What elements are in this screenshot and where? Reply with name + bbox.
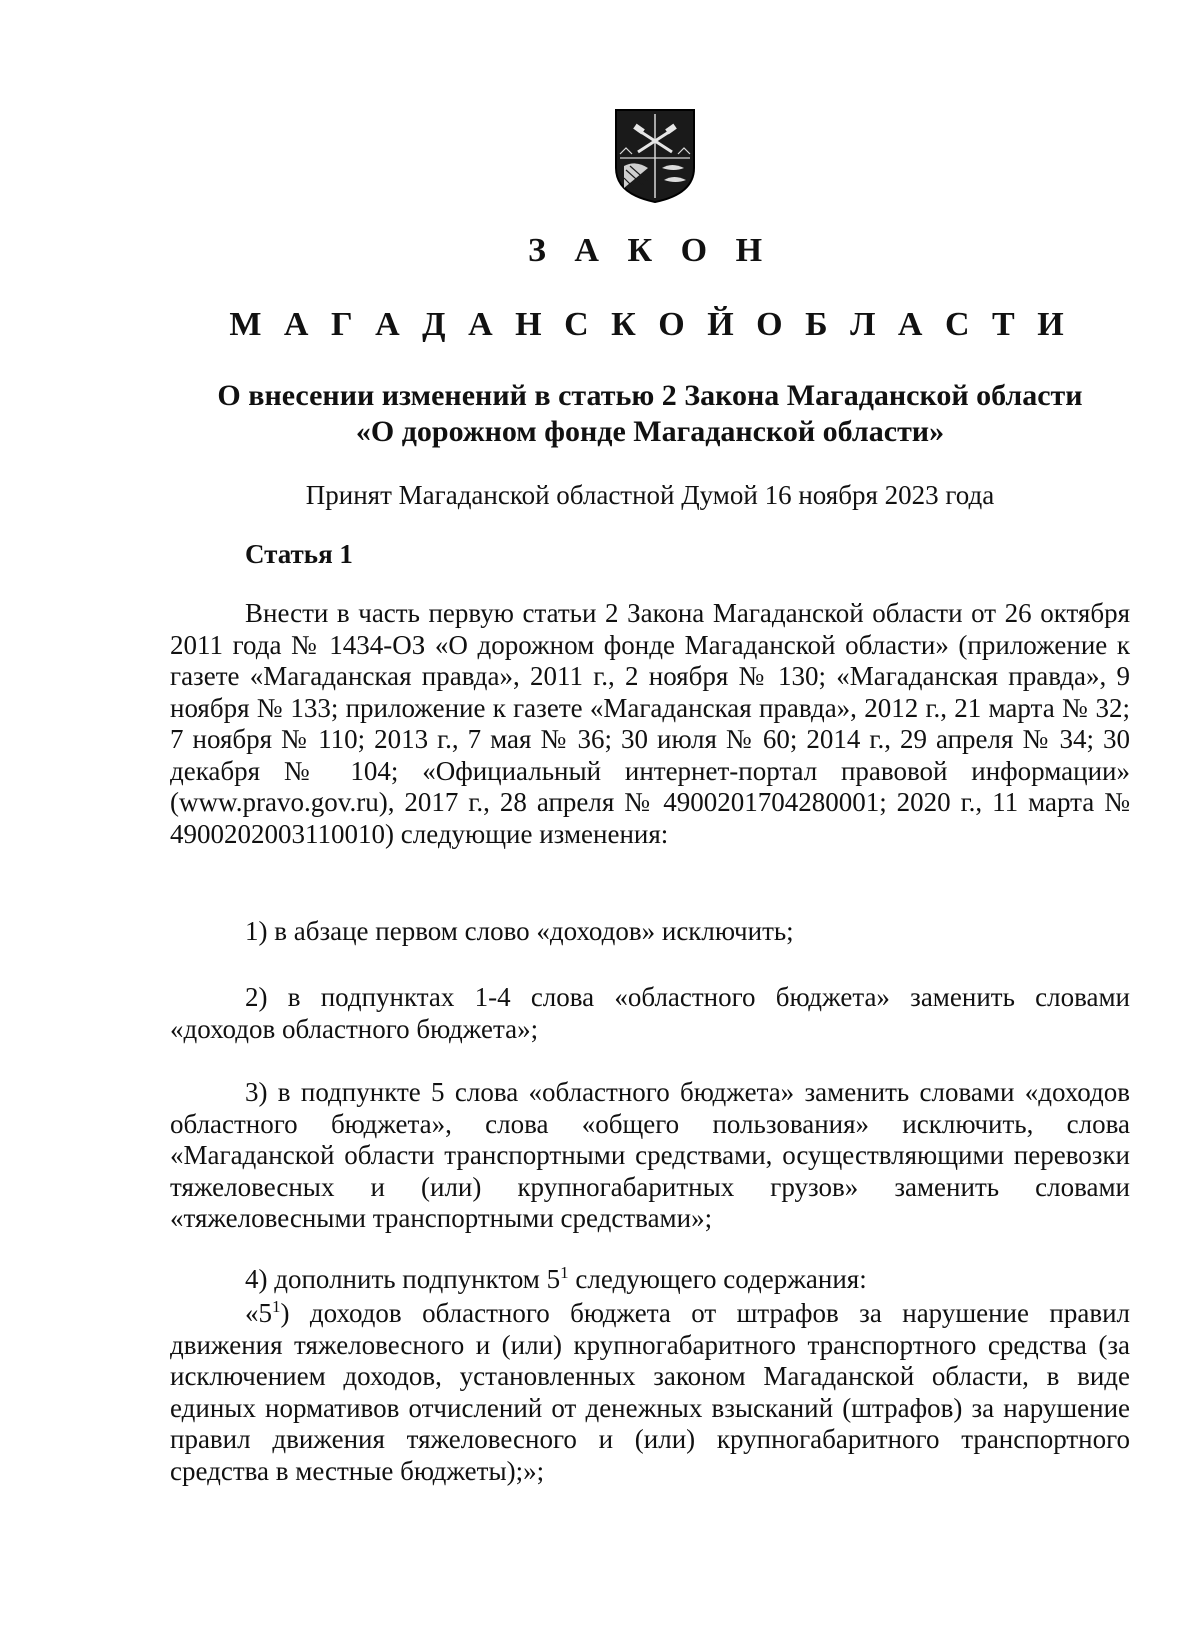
item-4-text-start: 4) дополнить подпунктом 5: [245, 1264, 561, 1294]
amendment-item-2: 2) в подпунктах 1-4 слова «областного бюджета» заменить словами «доходов областного бюджета»;: [170, 982, 1130, 1044]
item-4-superscript: 1: [560, 1263, 569, 1282]
amendment-item-1: 1) в абзаце первом слово «доходов» исключить;: [245, 916, 794, 946]
law-subject-line-1: О внесении изменений в статью 2 Закона Магаданской области: [217, 379, 1083, 412]
new-subitem-quote: [170, 1298, 1130, 1487]
magadan-coat-of-arms-emblem: [610, 108, 700, 204]
law-subject-line-2: «О дорожном фонде Магаданской области»: [355, 415, 945, 448]
amendment-item-4: [170, 1264, 1130, 1296]
amendment-item-3: 3) в подпункте 5 слова «областного бюджета» заменить словами «доходов областного бюджета», слова «общего пользования» исключить, слова «Магаданской области транспортными средствами, осуществляющими перевозки тяжеловесных и (или) крупногабаритных грузов» заменить словами «тяжеловесными транспортными средствами»;: [170, 1077, 1130, 1233]
region-heading: М А Г А Д А Н С К О Й О Б Л А С Т И: [229, 306, 1071, 343]
quote-superscript: 1: [272, 1297, 281, 1316]
quote-open: «5: [245, 1298, 272, 1328]
article-heading: Статья 1: [245, 539, 353, 569]
item-4-text-end: следующего содержания:: [568, 1264, 867, 1294]
document-type-heading: З А К О Н: [527, 232, 773, 269]
law-subject-title: [160, 378, 1140, 450]
adoption-statement: Принят Магаданской областной Думой 16 ноября 2023 года: [305, 480, 995, 510]
quote-text: ) доходов областного бюджета от штрафов за нарушение правил движения тяжеловесного и (или) крупногабаритного транспортного средства (за исключением доходов, установленных законом Магаданской области, в виде единых нормативов отчислений от денежных взысканий (штрафов) за нарушение правил движения тяжеловесного и (или) крупногабаритного транспортного средства в местные бюджеты);»;: [170, 1298, 1130, 1486]
article-intro-paragraph: Внести в часть первую статьи 2 Закона Магаданской области от 26 октября 2011 года № 1434-ОЗ «О дорожном фонде Магаданской области» (приложение к газете «Магаданская правда», 2011 г., 2 ноября № 130; «Магаданская правда», 9 ноября № 133; приложение к газете «Магаданская правда», 2012 г., 21 марта № 32; 7 ноября № 110; 2013 г., 7 мая № 36; 30 июля № 60; 2014 г., 29 апреля № 34; 30 декабря № 104; «Официальный интернет-портал правовой информации» (www.pravo.gov.ru), 2017 г., 28 апреля № 4900201704280001; 2020 г., 11 марта № 4900202003110010) следующие изменения:: [170, 598, 1130, 849]
